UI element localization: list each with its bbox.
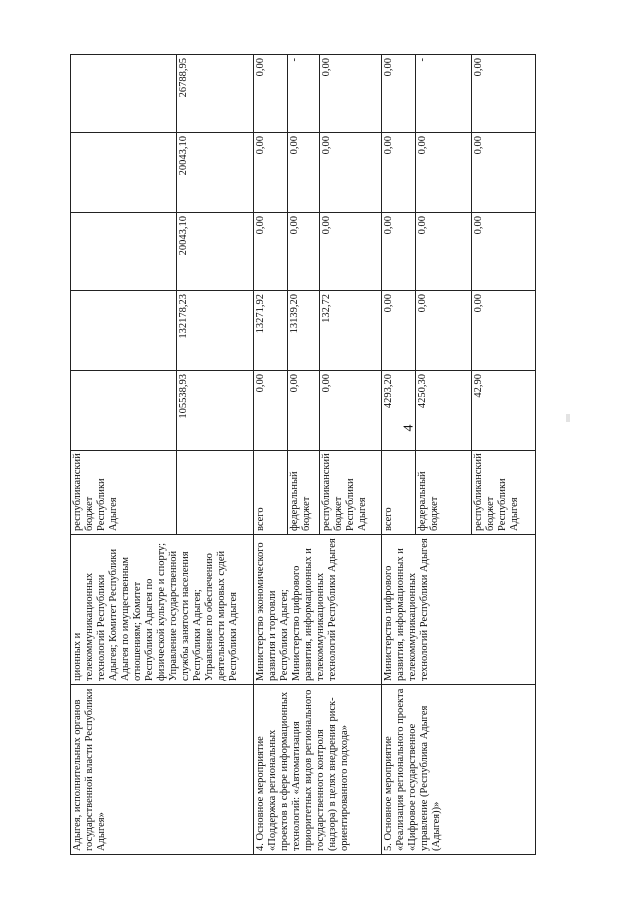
value-cell: 0,00 (253, 213, 287, 291)
value-cell: 42,90 (471, 371, 535, 451)
value-cell: 0,00 (320, 133, 382, 213)
value-cell: 0,00 (382, 55, 416, 133)
page-number: 4 (401, 424, 417, 432)
value-cell: 0,00 (320, 55, 382, 133)
value-cell: 0,00 (382, 291, 416, 371)
value-cell: 0,00 (320, 213, 382, 291)
value-cell: 0,00 (416, 133, 472, 213)
source-cell: республиканский бюджет Республики Адыгея (71, 451, 177, 535)
value-cell: 0,00 (471, 55, 535, 133)
value-cell: 0,00 (253, 371, 287, 451)
executor-cell: Министерство цифрового развития, информационных и телекоммуникационных технологий Республики Адыгея (382, 535, 536, 685)
value-cell: 132,72 (320, 291, 382, 371)
rotated-table-wrapper (70, 55, 536, 855)
table-row (71, 55, 177, 855)
measure-name-cell: Адыгея, исполнительных органов государственной власти Республики Адыгея» (71, 685, 254, 855)
source-cell (177, 451, 253, 535)
value-cell: - (416, 55, 472, 133)
value-cell: 0,00 (382, 213, 416, 291)
value-cell: 13139,20 (287, 291, 319, 371)
value-cell: 0,00 (471, 291, 535, 371)
funding-table (70, 54, 536, 855)
value-cell (71, 55, 177, 133)
source-cell: всего (253, 451, 287, 535)
source-cell: республиканский бюджет Республики Адыгея (471, 451, 535, 535)
value-cell (71, 291, 177, 371)
value-cell: - (287, 55, 319, 133)
value-cell (71, 371, 177, 451)
value-cell: 20043,10 (177, 133, 253, 213)
source-cell: федеральный бюджет (287, 451, 319, 535)
value-cell (71, 213, 177, 291)
measure-name-cell: 5. Основное мероприятие «Реализация регионального проекта «Цифровое государственное управление (Республика Адыгея (Адыгея))» (382, 685, 536, 855)
value-cell: 4250,30 (416, 371, 472, 451)
value-cell (71, 133, 177, 213)
value-cell: 26788,95 (177, 55, 253, 133)
value-cell: 20043,10 (177, 213, 253, 291)
value-cell: 0,00 (287, 371, 319, 451)
value-cell: 4293,20 (382, 371, 416, 451)
value-cell: 0,00 (320, 371, 382, 451)
executor-cell: Министерство экономического развития и торговли Республики Адыгея; Министерство цифрового развития, информационных и телекоммуникационных технологий Республики Адыгея (253, 535, 381, 685)
source-cell: республиканский бюджет Республики Адыгея (320, 451, 382, 535)
value-cell: 0,00 (253, 133, 287, 213)
value-cell: 0,00 (287, 213, 319, 291)
table-row (382, 55, 416, 855)
value-cell: 132178,23 (177, 291, 253, 371)
scan-speck (566, 414, 570, 422)
source-cell: федеральный бюджет (416, 451, 472, 535)
executor-cell: ционных и телекоммуникационных технологий Республики Адыгея; Комитет Республики Адыгея по имущественным отношениям; Комитет Республики Адыгея по физической культуре и спорту; Управление государственной службы занятости населения Республики Адыгея; Управление по обеспечению деятельности мировых судей Республики Адыгея (71, 535, 254, 685)
value-cell: 105538,93 (177, 371, 253, 451)
value-cell: 0,00 (416, 213, 472, 291)
value-cell: 13271,92 (253, 291, 287, 371)
value-cell: 0,00 (416, 291, 472, 371)
value-cell: 0,00 (471, 213, 535, 291)
value-cell: 0,00 (287, 133, 319, 213)
measure-name-cell: 4. Основное мероприятие «Поддержка региональных проектов в сфере информационных технологий: «Автоматизация приоритетных видов регионального государственного контроля (надзора) в целях внедрения риск-ориентированного подхода» (253, 685, 381, 855)
source-cell: всего (382, 451, 416, 535)
value-cell: 0,00 (471, 133, 535, 213)
value-cell: 0,00 (253, 55, 287, 133)
value-cell: 0,00 (382, 133, 416, 213)
table-row (253, 55, 287, 855)
